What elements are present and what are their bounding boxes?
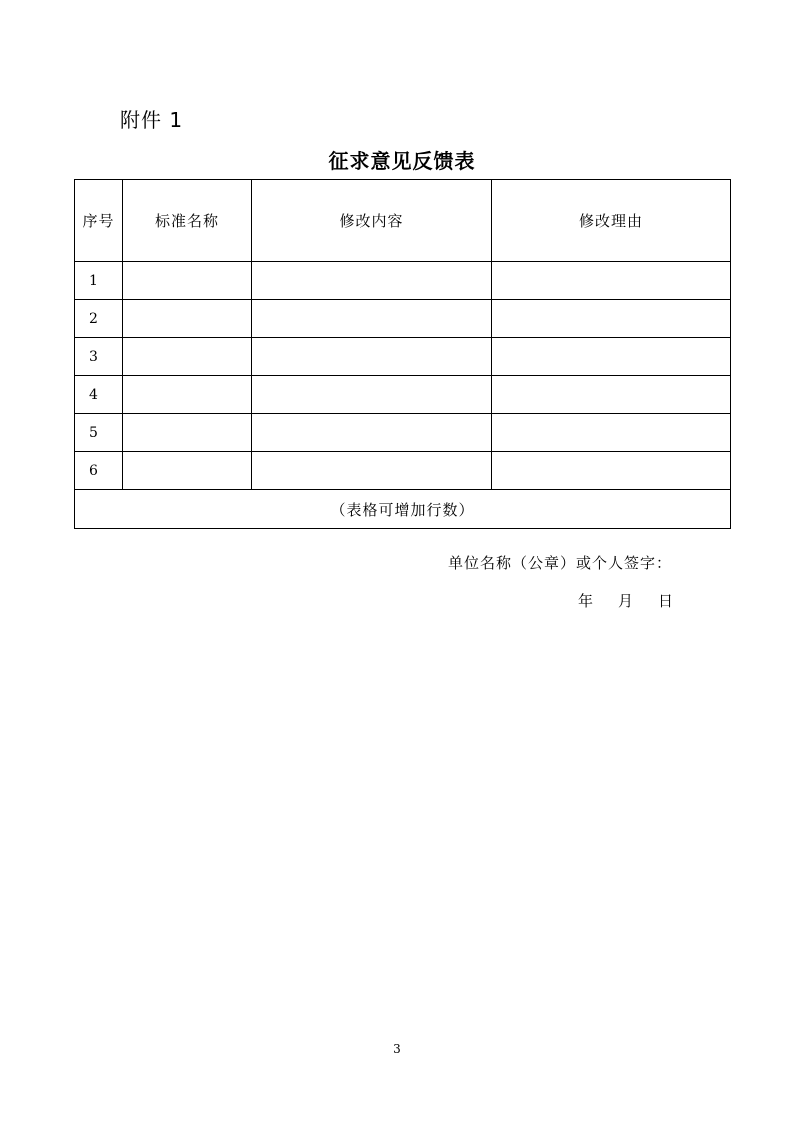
row-index: 1 — [75, 262, 123, 300]
row-index: 5 — [75, 414, 123, 452]
table-note-row — [75, 490, 731, 529]
table-row — [75, 338, 731, 376]
form-title: 征求意见反馈表 — [328, 149, 476, 173]
table-note: （表格可增加行数） — [75, 490, 731, 529]
attachment-label: 附件 1 — [120, 108, 184, 132]
page-number: 3 — [393, 1042, 401, 1056]
modification-content-cell[interactable] — [252, 452, 492, 490]
row-index: 6 — [75, 452, 123, 490]
header-index: 序号 — [75, 180, 123, 262]
header-modification-content: 修改内容 — [252, 180, 492, 262]
date-month-label: 月 — [618, 592, 634, 610]
table-row — [75, 300, 731, 338]
date-day-label: 日 — [658, 592, 674, 610]
standard-name-cell[interactable] — [123, 414, 252, 452]
table-row — [75, 414, 731, 452]
modification-content-cell[interactable] — [252, 338, 492, 376]
row-index: 2 — [75, 300, 123, 338]
modification-content-cell[interactable] — [252, 376, 492, 414]
modification-content-cell[interactable] — [252, 414, 492, 452]
table-row — [75, 452, 731, 490]
table-row — [75, 262, 731, 300]
row-index: 3 — [75, 338, 123, 376]
modification-content-cell[interactable] — [252, 262, 492, 300]
header-modification-reason: 修改理由 — [492, 180, 731, 262]
table-row — [75, 376, 731, 414]
feedback-table — [74, 179, 731, 529]
header-standard-name: 标准名称 — [123, 180, 252, 262]
standard-name-cell[interactable] — [123, 338, 252, 376]
modification-reason-cell[interactable] — [492, 414, 731, 452]
standard-name-cell[interactable] — [123, 452, 252, 490]
standard-name-cell[interactable] — [123, 376, 252, 414]
modification-reason-cell[interactable] — [492, 262, 731, 300]
modification-reason-cell[interactable] — [492, 376, 731, 414]
modification-reason-cell[interactable] — [492, 452, 731, 490]
standard-name-cell[interactable] — [123, 262, 252, 300]
modification-content-cell[interactable] — [252, 300, 492, 338]
standard-name-cell[interactable] — [123, 300, 252, 338]
signature-label: 单位名称（公章）或个人签字： — [448, 554, 673, 572]
table-header-row — [75, 180, 731, 262]
date-year-label: 年 — [578, 592, 594, 610]
modification-reason-cell[interactable] — [492, 300, 731, 338]
row-index: 4 — [75, 376, 123, 414]
modification-reason-cell[interactable] — [492, 338, 731, 376]
